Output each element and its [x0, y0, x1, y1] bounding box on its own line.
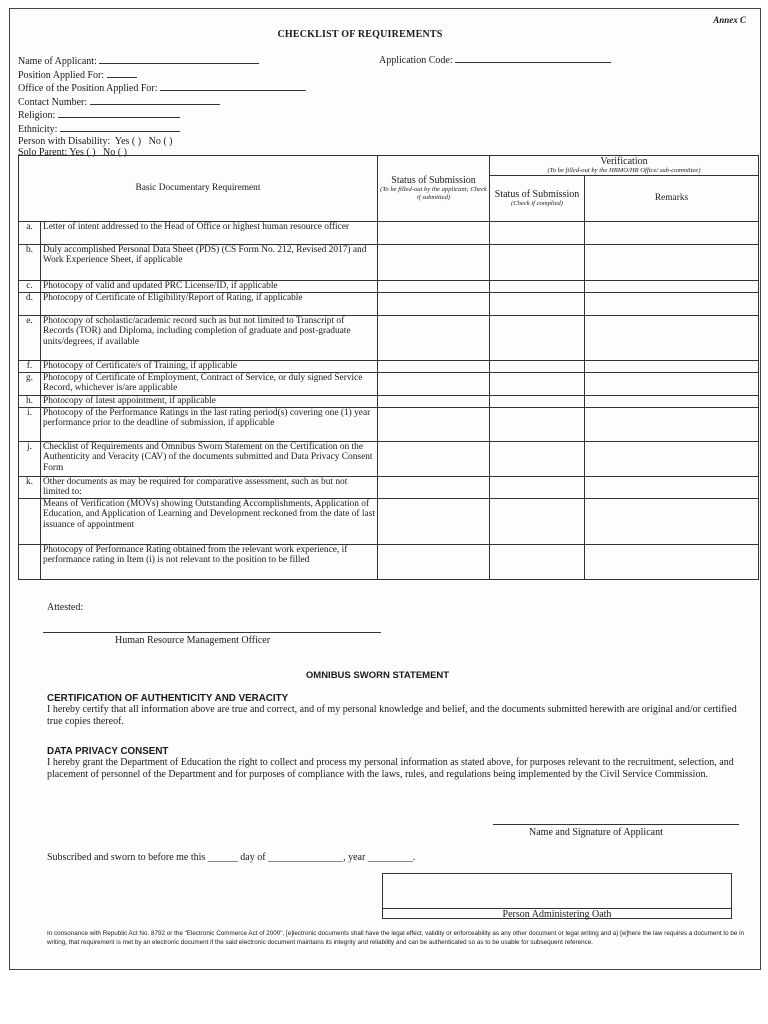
row-requirement: Photocopy of scholastic/academic record such as but not limited to Transcript of Records (TOR) and Diploma, including completion of graduate and post-graduate units/degrees, if available	[41, 315, 378, 360]
row-status-cell[interactable]	[378, 221, 490, 244]
row-verification-cell[interactable]	[490, 360, 585, 372]
hr-signature-line[interactable]	[43, 632, 381, 633]
row-letter: e.	[19, 315, 41, 360]
row-verification-cell[interactable]	[490, 315, 585, 360]
table-row	[19, 372, 759, 395]
row-requirement: Checklist of Requirements and Omnibus Sworn Statement on the Certification on the Authenticity and Veracity (CAV) of the documents submitted and Data Privacy Consent Form	[41, 441, 378, 476]
row-letter	[19, 498, 41, 544]
name-field[interactable]	[99, 54, 259, 64]
row-verification-cell[interactable]	[490, 221, 585, 244]
row-letter: h.	[19, 395, 41, 407]
row-verification-cell[interactable]	[490, 372, 585, 395]
col-header-status: Status of Submission (To be filled-out by the applicant; Check if submitted)	[378, 156, 490, 222]
signature-label: Name and Signature of Applicant	[529, 827, 663, 838]
row-status-cell[interactable]	[378, 407, 490, 441]
row-requirement: Photocopy of valid and updated PRC License/ID, if applicable	[41, 280, 378, 292]
row-requirement: Means of Verification (MOVs) showing Outstanding Accomplishments, Application of Education, and Application of Learning and Development reckoned from the date of last issuance of appointment	[41, 498, 378, 544]
table-row	[19, 280, 759, 292]
row-letter: g.	[19, 372, 41, 395]
row-status-cell[interactable]	[378, 441, 490, 476]
religion-field[interactable]	[58, 108, 180, 118]
table-row	[19, 544, 759, 579]
app-code-label: Application Code:	[379, 55, 453, 66]
row-letter: a.	[19, 221, 41, 244]
omnibus-title: OMNIBUS SWORN STATEMENT	[305, 670, 450, 681]
row-verification-cell[interactable]	[490, 498, 585, 544]
row-remarks-cell[interactable]	[585, 407, 759, 441]
name-label: Name of Applicant:	[18, 56, 97, 67]
oath-label: Person Administering Oath	[502, 909, 612, 920]
document-page	[9, 8, 761, 970]
solo-no-option[interactable]: No ( )	[103, 147, 127, 159]
col-header-verification: Verification (To be filled-out by the HRMO/HR Office/ sub-committee)	[490, 156, 759, 176]
row-letter: f.	[19, 360, 41, 372]
pwd-label: Person with Disability:	[18, 135, 111, 147]
table-row	[19, 441, 759, 476]
row-letter: c.	[19, 280, 41, 292]
annex-label: Annex C	[713, 15, 746, 25]
religion-label: Religion:	[18, 110, 56, 122]
position-label: Position Applied For:	[18, 69, 105, 81]
row-letter: i.	[19, 407, 41, 441]
row-remarks-cell[interactable]	[585, 441, 759, 476]
row-requirement: Photocopy of Certificate of Employment, Contract of Service, or duly signed Service Record, whichever is/are applicable	[41, 372, 378, 395]
attested-label: Attested:	[47, 602, 84, 613]
table-row	[19, 244, 759, 280]
table-row	[19, 407, 759, 441]
cav-section	[47, 693, 747, 728]
row-status-cell[interactable]	[378, 360, 490, 372]
applicant-signature-line[interactable]	[493, 824, 739, 825]
table-row	[19, 292, 759, 315]
ethnicity-label: Ethnicity:	[18, 123, 58, 135]
row-verification-cell[interactable]	[490, 476, 585, 498]
row-remarks-cell[interactable]	[585, 280, 759, 292]
row-status-cell[interactable]	[378, 292, 490, 315]
table-row	[19, 498, 759, 544]
row-status-cell[interactable]	[378, 244, 490, 280]
row-verification-cell[interactable]	[490, 544, 585, 579]
solo-yes-option[interactable]: Yes ( )	[69, 147, 96, 159]
row-requirement: Duly accomplished Personal Data Sheet (PDS) (CS Form No. 212, Revised 2017) and Work Experience Sheet, if applicable	[41, 244, 378, 280]
row-letter: k.	[19, 476, 41, 498]
table-row	[19, 221, 759, 244]
privacy-heading: DATA PRIVACY CONSENT	[47, 746, 169, 757]
requirements-table	[18, 155, 759, 580]
row-remarks-cell[interactable]	[585, 372, 759, 395]
ethnicity-field[interactable]	[60, 122, 180, 132]
row-verification-cell[interactable]	[490, 280, 585, 292]
row-remarks-cell[interactable]	[585, 476, 759, 498]
row-remarks-cell[interactable]	[585, 360, 759, 372]
row-remarks-cell[interactable]	[585, 395, 759, 407]
hr-officer-label: Human Resource Management Officer	[115, 635, 271, 646]
privacy-section	[47, 746, 747, 781]
office-field[interactable]	[160, 81, 306, 91]
row-letter	[19, 544, 41, 579]
row-verification-cell[interactable]	[490, 441, 585, 476]
application-code	[379, 53, 611, 66]
row-status-cell[interactable]	[378, 544, 490, 579]
contact-label: Contact Number:	[18, 96, 88, 108]
row-requirement: Letter of intent addressed to the Head of Office or highest human resource officer	[41, 221, 378, 244]
table-row	[19, 476, 759, 498]
position-field[interactable]	[107, 68, 137, 78]
col-header-requirement: Basic Documentary Requirement	[19, 156, 378, 222]
row-status-cell[interactable]	[378, 372, 490, 395]
privacy-text: I hereby grant the Department of Education the right to collect and process my personal information as stated above, for purposes relevant to the recruitment, selection, and placement of personnel of the Department and for purposes of compliance with the laws, rules, and regulations being implemented by the Civil Service Commission.	[47, 757, 734, 780]
row-letter: b.	[19, 244, 41, 280]
office-label: Office of the Position Applied For:	[18, 83, 158, 95]
sworn-statement: Subscribed and sworn to before me this ______ day of _______________, year _________.	[47, 852, 416, 863]
row-remarks-cell[interactable]	[585, 221, 759, 244]
pwd-no-option[interactable]: No ( )	[148, 135, 173, 147]
row-verification-cell[interactable]	[490, 407, 585, 441]
cav-text: I hereby certify that all information above are true and correct, and of my personal knowledge and belief, and the documents submitted herewith are original and/or certified true copies thereof.	[47, 704, 737, 727]
row-remarks-cell[interactable]	[585, 544, 759, 579]
col-header-status-complied: Status of Submission (Check if complied)	[490, 175, 585, 221]
applicant-info	[18, 54, 306, 159]
contact-field[interactable]	[90, 95, 220, 105]
pwd-yes-option[interactable]: Yes ( )	[114, 135, 142, 147]
row-requirement: Photocopy of Certificate of Eligibility/Report of Rating, if applicable	[41, 292, 378, 315]
row-letter: d.	[19, 292, 41, 315]
row-status-cell[interactable]	[378, 476, 490, 498]
table-row	[19, 315, 759, 360]
page-title: CHECKLIST OF REQUIREMENTS	[277, 29, 443, 40]
row-requirement: Photocopy of the Performance Ratings in the last rating period(s) covering one (1) year performance prior to the deadline of submission, if applicable	[41, 407, 378, 441]
row-status-cell[interactable]	[378, 315, 490, 360]
row-requirement: Photocopy of latest appointment, if applicable	[41, 395, 378, 407]
row-letter: j.	[19, 441, 41, 476]
row-verification-cell[interactable]	[490, 292, 585, 315]
app-code-field[interactable]	[455, 53, 611, 63]
row-verification-cell[interactable]	[490, 395, 585, 407]
col-header-remarks: Remarks	[585, 175, 759, 221]
row-requirement: Photocopy of Performance Rating obtained from the relevant work experience, if performance rating in Item (i) is not relevant to the position to be filled	[41, 544, 378, 579]
table-row	[19, 360, 759, 372]
row-remarks-cell[interactable]	[585, 292, 759, 315]
row-requirement: Photocopy of Certificate/s of Training, if applicable	[41, 360, 378, 372]
row-remarks-cell[interactable]	[585, 315, 759, 360]
row-remarks-cell[interactable]	[585, 244, 759, 280]
table-row	[19, 395, 759, 407]
solo-parent-label: Solo Parent:	[18, 147, 68, 159]
row-status-cell[interactable]	[378, 498, 490, 544]
row-remarks-cell[interactable]	[585, 498, 759, 544]
row-requirement: Other documents as may be required for comparative assessment, such as but not limited to:	[41, 476, 378, 498]
row-status-cell[interactable]	[378, 395, 490, 407]
row-status-cell[interactable]	[378, 280, 490, 292]
cav-heading: CERTIFICATION OF AUTHENTICITY AND VERACITY	[47, 693, 289, 704]
row-verification-cell[interactable]	[490, 244, 585, 280]
footnote: In consonance with Republic Act No. 8792 or the "Electronic Commerce Act of 2000", [e]lectronic documents shall have the legal effect, validity or enforceability as any other document or legal writing and a) [w]here the law requires a document to be in writing, that requirement is met by an electronic document if the said electronic document maintains its integrity and reliability and can be authenticated so as to be usable for subsequent reference.	[47, 930, 745, 946]
